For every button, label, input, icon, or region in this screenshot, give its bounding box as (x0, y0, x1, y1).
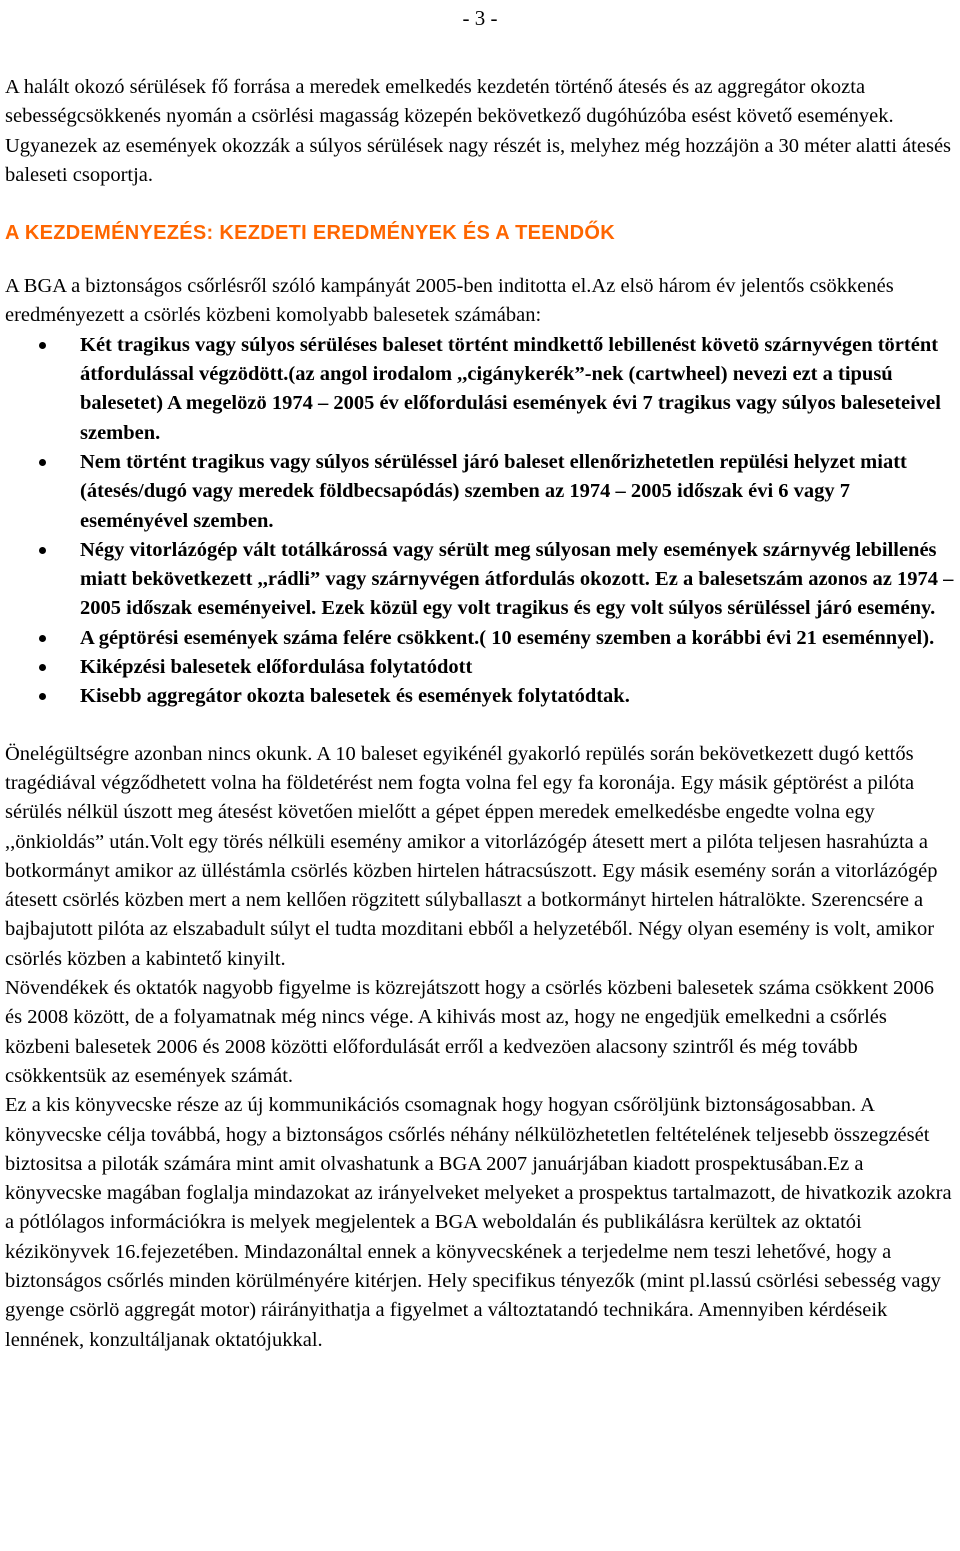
page-number: - 3 - (462, 6, 498, 30)
section-heading: A KEZDEMÉNYEZÉS: KEZDETI EREDMÉNYEK ÉS A TEENDŐK (5, 222, 616, 245)
list-item: Négy vitorlázógép vált totálkárossá vagy sérült meg súlyosan mely események szárnyvég lebillenés miatt bekövetkezett ,,rádli” vagy szárnyvégen átfordulás okozott. Ez a balesetszám azonos az 1974 – 2005 időszak eseményeivel. Ezek közül egy volt tragikus és egy volt súlyos sérüléssel járó esemény. (5, 536, 955, 624)
results-list (5, 331, 955, 712)
campaign-paragraph: A BGA a biztonságos csőrlésről szóló kampányát 2005-ben inditotta el.Az elsö három év jelentős csökkenés eredményezett a csörlés közbeni komolyabb balesetek számában: (5, 275, 894, 327)
intro-paragraph: A halált okozó sérülések fő forrása a meredek emelkedés kezdetén történő átesés és az aggregátor okozta sebességcsökkenés nyomán a csörlési magasság közepén bekövetkező dugóhúzóba esést követő események. Ugyanezek az események okozzák a súlyos sérülések nagy részét is, melyhez még hozzájön a 30 méter alatti átesés baleseti csoportja. (5, 76, 952, 186)
list-item: Két tragikus vagy súlyos sérüléses baleset történt mindkettő lebillenést követö szárnyvégen történt átfordulással végzödött.(az angol irodalom ,,cigánykerék”-nek (cartwheel) nevezi ezt a tipusú balesetet) A megelözö 1974 – 2005 év előfordulási események évi 7 tragikus vagy súlyos baleseteivel szemben. (5, 331, 955, 448)
list-item: Nem történt tragikus vagy súlyos sérüléssel járó baleset ellenőrizhetetlen repülési helyzet miatt (átesés/dugó vagy meredek földbecsapódás) szemben az 1974 – 2005 időszak évi 6 vagy 7 eseményével szemben. (5, 448, 955, 536)
document-body (5, 73, 955, 1355)
attention-paragraph: Növendékek és oktatók nagyobb figyelme is közrejátszott hogy a csörlés közbeni balesetek száma csökkent 2006 és 2008 között, de a folyamatnak még nincs vége. A kihivás most az, hogy ne engedjük emelkedni a csőrlés közbeni balesetek 2006 és 2008 közötti előfordulását erről a kedvezöen alacsony szintről és még tovább csökkentsük az események számát. (5, 977, 935, 1087)
list-item: Kisebb aggregátor okozta balesetek és események folytatódtak. (5, 682, 955, 711)
complacency-paragraph: Önelégültségre azonban nincs okunk. A 10 baleset egyikénél gyakorló repülés során bekövetkezett dugó kettős tragédiával végződhetett volna ha földetérést nem fogta volna fel egy fa koronája. Egy másik géptörést a pilóta sérülés nélkül úszott meg átesést követően mielőtt a gépet éppen meredek emelkedésbe engedte volna egy ,,önkioldás” után.Volt egy törés nélküli esemény amikor a vitorlázógép átesett mert a pilóta teljesen hasrahúzta a botkormányt amikor az ülléstámla csörlés közben hirtelen hátracsúszott. Egy másik esemény során a vitorlázógép átesett csörlés közben mert a nem kellően rögzitett súlyballaszt a botkormányt hirtelen hátralökte. Szerencsére a bajbajutott pilóta az elszabadult súlyt el tudta mozditani ebből a helyzetéből. Négy olyan esemény is volt, amikor csörlés közben a kabintető kinyilt. (5, 742, 938, 970)
list-item: A géptörési események száma felére csökkent.( 10 esemény szemben a korábbi évi 21 eseménnyel). (5, 624, 955, 653)
list-item: Kiképzési balesetek előfordulása folytatódott (5, 653, 955, 682)
booklet-paragraph: Ez a kis könyvecske része az új kommunikációs csomagnak hogy hogyan csőröljünk biztonságosabban. A könyvecske célja továbbá, hogy a biztonságos csőrlés néhány nélkülözhetetlen feltételének teljesebb összegzését biztositsa a piloták számára mint amit olvashatunk a BGA 2007 januárjában kiadott prospektusában.Ez a könyvecske magában foglalja mindazokat az irányelveket melyeket a prospektus tartalmazott, de hivatkozik azokra a pótlólagos információkra is melyek megjelentek a BGA weboldalán és publikálásra kerültek az oktatói kézikönyvek 16.fejezetében. Mindazonáltal ennek a könyvecskének a terjedelme nem teszi lehetővé, hogy a biztonságos csőrlés minden körülményére kitérjen. Hely specifikus tényezők (mint pl.lassú csörlési sebesség vagy gyenge csörlö aggregát motor) ráirányithatja a figyelmet a változtatandó technikára. Amennyiben kérdéseik lennének, konzultáljanak oktatójukkal. (5, 1094, 952, 1351)
